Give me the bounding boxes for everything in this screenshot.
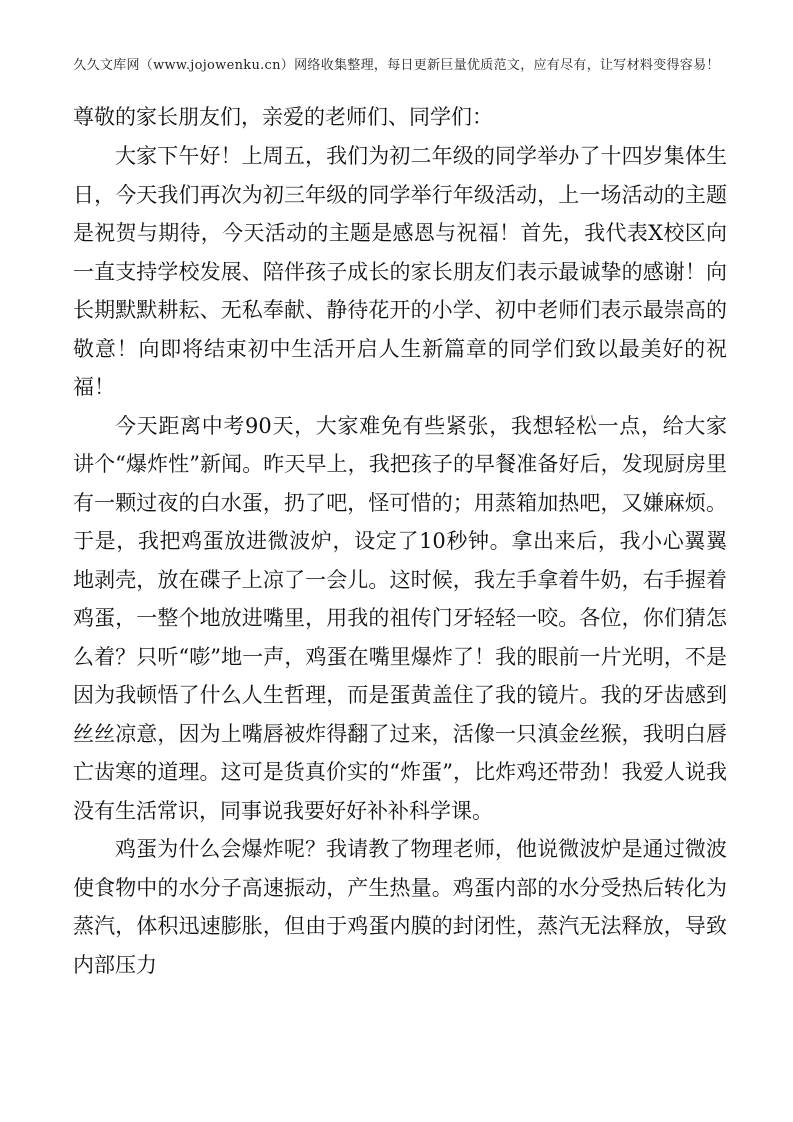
paragraph-physics-explanation: 鸡蛋为什么会爆炸呢？我请教了物理老师，他说微波炉是通过微波使食物中的水分子高速振动，产生热量。鸡蛋内部的水分受热后转化为蒸汽，体积迅速膨胀，但由于鸡蛋内膜的封闭性，蒸汽无法释放，导致内部压力 — [73, 837, 727, 977]
watermark-header: 久久文库网（www.jojowenku.cn）网络收集整理，每日更新巨量优质范文，应有尽有，让写材料变得容易！ — [73, 58, 720, 73]
paragraph-egg-story: 今天距离中考90天，大家难免有些紧张，我想轻松一点，给大家讲个“爆炸性”新闻。昨天早上，我把孩子的早餐准备好后，发现厨房里有一颗过夜的白水蛋，扔了吧，怪可惜的；用蒸箱加热吧，又嫌麻烦。于是，我把鸡蛋放进微波炉，设定了10秒钟。拿出来后，我小心翼翼地剥壳，放在碟子上凉了一会儿。这时候，我左手拿着牛奶，右手握着鸡蛋，一整个地放进嘴里，用我的祖传门牙轻轻一咬。各位，你们猜怎么着？只听“嘭”地一声，鸡蛋在嘴里爆炸了！我的眼前一片光明，不是因为我顿悟了什么人生哲理，而是蛋黄盖住了我的镜片。我的牙齿感到丝丝凉意，因为上嘴唇被炸得翻了过来，活像一只滇金丝猴，我明白唇亡齿寒的道理。这可是货真价实的“炸蛋”，比炸鸡还带劲！我爱人说我没有生活常识，同事说我要好好补补科学课。 — [73, 413, 727, 823]
greeting-line: 尊敬的家长朋友们，亲爱的老师们、同学们： — [73, 105, 493, 129]
document-body — [73, 98, 727, 984]
paragraph-opening: 大家下午好！上周五，我们为初二年级的同学举办了十四岁集体生日，今天我们再次为初三年级的同学举行年级活动，上一场活动的主题是祝贺与期待，今天活动的主题是感恩与祝福！首先，我代表X校区向一直支持学校发展、陪伴孩子成长的家长朋友们表示最诚挚的感谢！向长期默默耕耘、无私奉献、静待花开的小学、初中老师们表示最崇高的敬意！向即将结束初中生活开启人生新篇章的同学们致以最美好的祝福！ — [73, 144, 727, 399]
